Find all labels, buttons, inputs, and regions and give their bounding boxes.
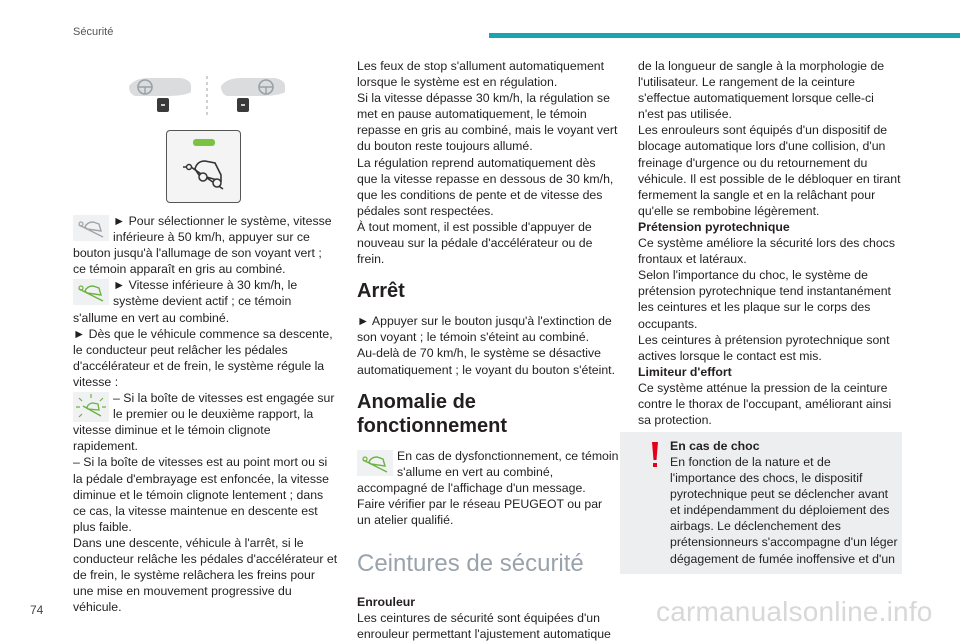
col1-paragraph-5: – Si la boîte de vitesses est au point mort ou si la pédale d'embrayage est enfoncée, la vitesse diminue et le témoin clignote lentement ; dans ce cas, la vitesse maintenue en descente est plus faible. xyxy=(73,455,329,534)
heading-enrouleur: Enrouleur xyxy=(357,595,416,610)
heading-limiteur: Limiteur d'effort xyxy=(638,364,732,379)
column-1 xyxy=(73,58,338,615)
instrument-cluster-hdc-icon xyxy=(125,72,289,118)
col2-paragraph-2: Si la vitesse dépasse 30 km/h, la régulation se met en pause automatiquement, le témoin repasse en gris au combiné, mais le voyant vert du bouton reste toujours allumé. xyxy=(357,91,618,154)
col1-paragraph-6: Dans une descente, véhicule à l'arrêt, si le conducteur relâche les pédales d'accélérateur et de frein, le système relâchera les freins pour une mise en mouvement progressive du véhicule. xyxy=(73,535,338,615)
col3-paragraph-1: de la longueur de sangle à la morphologie de l'utilisateur. Le rangement de la ceinture s'effectue automatiquement lorsque celle-ci n'est pas utilisée. xyxy=(638,59,885,122)
warning-body: En fonction de la nature et de l'importance des chocs, le dispositif pyrotechnique peut se déclencher avant et indépendamment du déploiement des airbags. Le déclenchement des prétensionneurs s'accompagne d'un léger dégagement de fumée inoffensive et d'un xyxy=(670,455,898,566)
col2-paragraph-6: Au-delà de 70 km/h, le système se désactive automatiquement ; le voyant du bouton s'éteint. xyxy=(357,346,616,377)
hill-descent-button-icon xyxy=(166,130,241,203)
page-number: 74 xyxy=(30,603,44,617)
warning-title: En cas de choc xyxy=(670,439,760,453)
hdc-flashing-indicator-icon xyxy=(73,392,109,418)
heading-ceintures: Ceintures de sécurité xyxy=(357,550,584,578)
column-2 xyxy=(357,58,619,642)
col2-paragraph-4: À tout moment, il est possible d'appuyer de nouveau sur la pédale d'accélérateur ou de frein. xyxy=(357,219,593,267)
col2-paragraph-7: En cas de dysfonctionnement, ce témoin s'allume en vert au combiné, accompagné de l'affichage d'un message. xyxy=(357,448,619,495)
col2-paragraph-9: Les ceintures de sécurité sont équipées d'un enrouleur permettant l'ajustement automatique xyxy=(357,611,611,642)
exclamation-icon xyxy=(650,440,660,470)
heading-pretension: Prétension pyrotechnique xyxy=(638,219,790,234)
hdc-green-indicator-icon-2 xyxy=(357,450,393,476)
col2-paragraph-1: Les feux de stop s'allument automatiquement lorsque le système est en régulation. xyxy=(357,59,605,90)
col3-paragraph-3: Ce système améliore la sécurité lors des chocs frontaux et latéraux. xyxy=(638,236,895,267)
col1-paragraph-1: ► Pour sélectionner le système, vitesse inférieure à 50 km/h, appuyer sur ce bouton jusqu'à l'allumage de son voyant vert ; ce témoin apparaît en gris au combiné. xyxy=(73,214,332,277)
warning-body-top xyxy=(670,454,898,567)
col3-paragraph-2: Les enrouleurs sont équipés d'un dispositif de blocage automatique lors d'une collision, d'un freinage d'urgence ou du retournement du véhicule. Il est possible de le débloquer en tirant fermement la sangle et en la relâchant pour qu'elle se rembobine légèrement. xyxy=(638,123,901,218)
hdc-green-indicator-icon xyxy=(73,279,109,305)
heading-arret: Arrêt xyxy=(357,280,405,303)
heading-anomalie: Anomalie de fonctionnement xyxy=(357,390,507,437)
col2-paragraph-3: La régulation reprend automatiquement dès que la vitesse repasse en dessous de 30 km/h, que les conditions de pente et de vitesse des pédales sont respectées. xyxy=(357,155,614,218)
col2-paragraph-5: ► Appuyer sur le bouton jusqu'à l'extinction de son voyant ; le témoin s'éteint au combiné. xyxy=(357,314,612,345)
col3-paragraph-4: Selon l'importance du choc, le système de prétension pyrotechnique tend instantanément les ceintures et les plaque sur le corps des occupants. xyxy=(638,268,891,331)
hdc-grey-indicator-icon xyxy=(73,215,109,241)
col3-paragraph-5: Les ceintures à prétension pyrotechnique sont actives lorsque le contact est mis. xyxy=(638,332,890,363)
col1-paragraph-4: – Si la boîte de vitesses est engagée sur le premier ou le deuxième rapport, la vitesse diminue et le témoin clignote rapidement. xyxy=(73,391,335,454)
col3-paragraph-6: Ce système atténue la pression de la ceinture contre le thorax de l'occupant, améliorant ainsi sa protection. xyxy=(638,380,892,428)
column-3 xyxy=(638,58,901,428)
col2-paragraph-8: Faire vérifier par le réseau PEUGEOT ou par un atelier qualifié. xyxy=(357,496,603,527)
header-section-title: Sécurité xyxy=(73,26,114,38)
col1-paragraph-2: ► Vitesse inférieure à 30 km/h, le système devient actif ; ce témoin s'allume en vert au combiné. xyxy=(73,278,298,325)
header-accent-bar xyxy=(489,33,960,38)
col1-paragraph-3: ► Dès que le véhicule commence sa descente, le conducteur peut relâcher les pédales d'accélérateur et de frein, le système régule la vitesse : xyxy=(73,326,333,389)
watermark: carmanualsonline.info xyxy=(656,596,933,627)
warning-content xyxy=(670,438,898,454)
